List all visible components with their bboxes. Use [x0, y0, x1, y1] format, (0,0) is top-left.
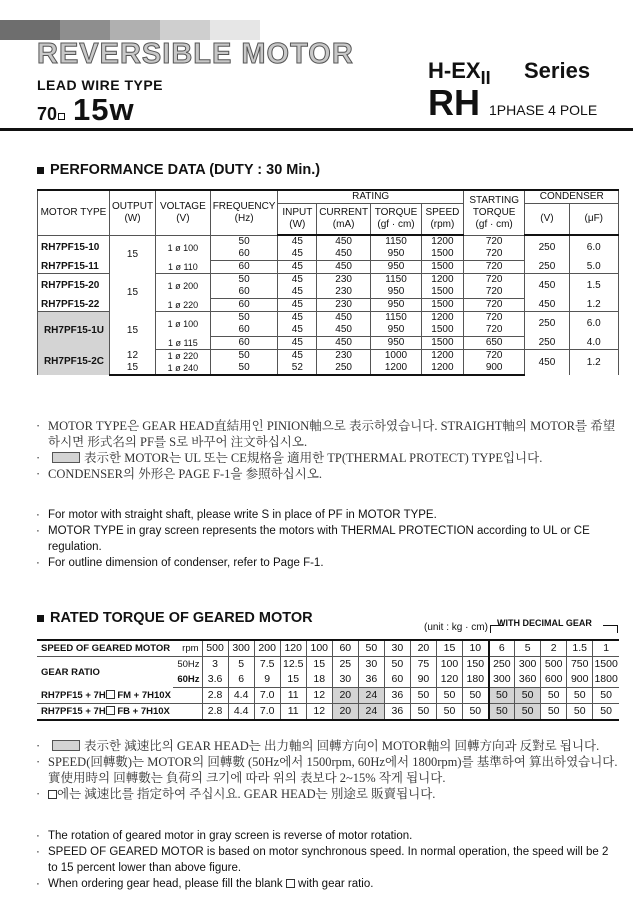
ratio-60-row: 60Hz 3.6 6 9 15 18 30 36 60 90 120 180 300 360 600 900 1800	[37, 672, 619, 688]
th-cond-v: (V)	[525, 204, 569, 236]
table-row: RH7PF15-1U 15 1 ø 100 50 45 450 1150 1200 720 250 6.0	[38, 312, 619, 325]
gray-screen-swatch	[52, 452, 80, 463]
gear-cell: 6	[228, 672, 254, 688]
table-row: RH7PF15-11 1 ø 110 60 45 450 950 1500 720 250 5.0	[38, 261, 619, 274]
table-row: 1 ø 115 60 45 450 950 1500 650 250 4.0	[38, 337, 619, 350]
gear-cell: 12	[306, 688, 332, 704]
gear-cell: 11	[280, 688, 306, 704]
gear-cell: 100	[436, 657, 462, 673]
gear-cell: 20	[332, 688, 358, 704]
gear-cell: 20	[332, 704, 358, 721]
gear-cell: 12.5	[280, 657, 306, 673]
performance-section-title: PERFORMANCE DATA (DUTY : 30 Min.)	[37, 162, 320, 178]
th-input: INPUT (W)	[278, 204, 317, 236]
size-line	[37, 92, 135, 128]
gear-cell: 50	[541, 704, 567, 721]
gear-cell: 900	[567, 672, 593, 688]
gear-cell: 300	[515, 657, 541, 673]
note-item: · MOTOR TYPE in gray screen represents the motors with THERMAL PROTECTION according to UL or CE regulation.	[36, 523, 621, 555]
gear-cell: 60	[332, 640, 358, 657]
gear-cell: 30	[358, 657, 384, 673]
blank-box-icon	[48, 790, 57, 799]
blank-box-icon	[286, 879, 295, 888]
note-item: · For motor with straight shaft, please write S in place of PF in MOTOR TYPE.	[36, 507, 621, 523]
table-row: RH7PF15-2C 12 1 ø 220 50 45 230 1000 1200 720 450 1.2	[38, 350, 619, 363]
gear-cell: 50	[384, 657, 410, 673]
gear-cell: 30	[332, 672, 358, 688]
gear-cell: 20	[410, 640, 436, 657]
gear-cell: 25	[332, 657, 358, 673]
gear-cell: 50	[593, 704, 619, 721]
gear-cell: 7.5	[254, 657, 280, 673]
gear-cell: 60	[384, 672, 410, 688]
gear-cell: 5	[228, 657, 254, 673]
bullet-square-icon	[37, 167, 44, 174]
table-row: RH7PF15-22 1 ø 220 60 45 230 950 1500 720 450 1.2	[38, 299, 619, 312]
unit-label: (unit : kg · cm)	[424, 622, 488, 633]
notes-korean-performance	[36, 418, 621, 482]
gear-cell: 10	[463, 640, 489, 657]
gear-cell: 75	[410, 657, 436, 673]
gear-cell: 5	[515, 640, 541, 657]
gear-cell: 600	[541, 672, 567, 688]
gear-cell: 120	[280, 640, 306, 657]
gear-cell: 1	[593, 640, 619, 657]
gear-cell: 300	[228, 640, 254, 657]
notes-english-gear	[36, 828, 621, 892]
th-rating: RATING	[278, 190, 463, 204]
gear-cell: 36	[358, 672, 384, 688]
page-title: REVERSIBLE MOTOR	[37, 38, 354, 70]
ratio-50-row: GEAR RATIO 50Hz 3 5 7.5 12.5 15 25 30 50 75 100 150 250 300 500 750 1500	[41, 658, 618, 678]
gear-cell: 50	[489, 688, 515, 704]
gear-cell: 4.4	[228, 688, 254, 704]
note-item: · For outline dimension of condenser, refer to Page F-1.	[36, 555, 621, 571]
rh-label: RH	[428, 82, 480, 123]
torque-row-fm: RH7PF15 + 7H FM + 7H10X 2.8 4.4 7.0 11 12 20 24 36 50 50 50 50 50 50 50 50	[37, 688, 619, 704]
gear-cell: 7.0	[254, 688, 280, 704]
th-condenser: CONDENSER	[525, 190, 619, 204]
gear-cell: 36	[384, 688, 410, 704]
series-label: Series	[524, 58, 591, 83]
gear-cell: 180	[463, 672, 489, 688]
gray-screen-swatch	[52, 740, 80, 751]
gear-cell: 300	[489, 672, 515, 688]
gear-cell: 30	[384, 640, 410, 657]
table-row: RH7PF15-10 15 1 ø 100 50 45 450 1150 1200 720 250 6.0	[38, 235, 619, 248]
gear-cell: 50	[436, 704, 462, 721]
roman-numeral: II	[480, 68, 491, 88]
lead-wire-type: LEAD WIRE TYPE	[37, 77, 164, 93]
table-row: 15 1 ø 240 50 52 250 1200 1200 900	[38, 362, 619, 375]
gear-cell: 360	[515, 672, 541, 688]
gear-cell: 50	[410, 688, 436, 704]
notes-korean-gear	[36, 738, 621, 802]
note-item: · 에는 減速比를 指定하여 주십시요. GEAR HEAD는 別途로 販賣됩니다.	[36, 786, 621, 802]
th-current: CURRENT (mA)	[317, 204, 371, 236]
gear-cell: 24	[358, 704, 384, 721]
note-item: · SPEED OF GEARED MOTOR is based on motor synchronous speed. In normal operation, the speed will be 2 to 15 percent lower than above figure.	[36, 844, 621, 876]
gear-cell: 50	[541, 688, 567, 704]
th-speed: SPEED (rpm)	[421, 204, 463, 236]
phase-label: 1PHASE 4 POLE	[489, 102, 598, 118]
gear-cell: 36	[384, 704, 410, 721]
gear-cell: 100	[306, 640, 332, 657]
square-icon	[58, 113, 65, 120]
blank-box-icon	[106, 706, 115, 715]
th-cond-uf: (μF)	[569, 204, 619, 236]
gear-cell: 250	[489, 657, 515, 673]
gear-cell: 50	[463, 704, 489, 721]
note-item: · When ordering gear head, please fill the blank with gear ratio.	[36, 876, 621, 892]
gear-cell: 500	[541, 657, 567, 673]
performance-table	[37, 189, 619, 376]
gear-cell: 15	[306, 657, 332, 673]
gear-cell: 500	[202, 640, 228, 657]
blank-box-icon	[106, 690, 115, 699]
gear-cell: 11	[280, 704, 306, 721]
gear-cell: 1500	[594, 658, 618, 670]
gear-cell: 3.6	[202, 672, 228, 688]
gear-cell: 1800	[593, 672, 619, 688]
gear-cell: 15	[280, 672, 306, 688]
gear-cell: 150	[463, 657, 489, 673]
table-row: 60 45 450 950 1500 720	[38, 324, 619, 337]
gear-cell: 750	[567, 657, 593, 673]
gear-section-title: RATED TORQUE OF GEARED MOTOR	[37, 610, 313, 626]
gear-cell: 50	[515, 688, 541, 704]
gear-cell: 12	[306, 704, 332, 721]
th-starting-torque: STARTING TORQUE (gf · cm)	[463, 190, 525, 235]
gear-cell: 7.0	[254, 704, 280, 721]
gear-cell: 4.4	[228, 704, 254, 721]
gear-cell: 50	[515, 704, 541, 721]
gear-cell: 15	[436, 640, 462, 657]
frame-size: 70	[37, 104, 58, 124]
gear-cell: 50	[489, 704, 515, 721]
gear-cell: 50	[358, 640, 384, 657]
gear-cell: 1.5	[567, 640, 593, 657]
notes-english-performance	[36, 507, 621, 571]
wattage: 15w	[73, 92, 135, 127]
gear-cell: 2	[541, 640, 567, 657]
table-row: RH7PF15-20 15 1 ø 200 50 45 230 1150 1200 720 450 1.5	[38, 274, 619, 287]
speed-row: SPEED OF GEARED MOTOR rpm 500 300 200 120 100 60 50 30 20 15 10 6 5 2 1.5 1	[37, 640, 619, 657]
note-item: · 表示한 MOTOR는 UL 또는 CE規格을 適用한 TP(THERMAL PROTECT) TYPE입니다.	[36, 450, 621, 466]
gear-cell: 50	[567, 704, 593, 721]
bullet-square-icon	[37, 615, 44, 622]
torque-row-fb: RH7PF15 + 7H FB + 7H10X 2.8 4.4 7.0 11 12 20 24 36 50 50 50 50 50 50 50 50	[37, 704, 619, 721]
note-item: · CONDENSER의 外形은 PAGE F-1을 参照하십시오.	[36, 466, 621, 482]
gear-cell: 6	[489, 640, 515, 657]
th-motor-type: MOTOR TYPE	[38, 190, 110, 235]
th-torque: TORQUE (gf · cm)	[371, 204, 422, 236]
table-row: 60 45 450 950 1500 720	[38, 248, 619, 261]
gear-cell: 200	[254, 640, 280, 657]
hex-label: $H-EX_{II}$	[428, 58, 491, 88]
gear-torque-table	[37, 639, 619, 721]
header-rule	[0, 128, 633, 131]
th-output: OUTPUT (W)	[109, 190, 155, 235]
gear-cell: 50	[463, 688, 489, 704]
gear-cell: 2.8	[202, 688, 228, 704]
table-row: 60 45 230 950 1500 720	[38, 286, 619, 299]
gear-cell: 2.8	[202, 704, 228, 721]
header-stripes	[0, 20, 260, 40]
th-voltage: VOLTAGE (V)	[156, 190, 211, 235]
gear-cell: 50	[436, 688, 462, 704]
note-item: · 表示한 減速比의 GEAR HEAD는 出力軸의 回轉方向이 MOTOR軸의 回轉方向과 反對로 됩니다.	[36, 738, 621, 754]
gear-cell: 9	[254, 672, 280, 688]
gear-cell: 50	[593, 688, 619, 704]
gear-cell: 90	[410, 672, 436, 688]
note-item: · The rotation of geared motor in gray screen is reverse of motor rotation.	[36, 828, 621, 844]
th-frequency: FREQUENCY (Hz)	[210, 190, 278, 235]
gear-cell: 24	[358, 688, 384, 704]
gear-cell: 3	[202, 657, 228, 673]
gear-cell: 18	[306, 672, 332, 688]
note-item: · MOTOR TYPE은 GEAR HEAD直結用인 PINION軸으로 表示하였습니다. STRAIGHT軸의 MOTOR를 希望하시면 形式名의 PF를 S로 바꾸어 注文하십시오.	[36, 418, 621, 450]
gear-cell: 50	[567, 688, 593, 704]
gear-cell: 50	[410, 704, 436, 721]
decimal-gear-label: WITH DECIMAL GEAR	[497, 618, 592, 628]
note-item: · SPEED(回轉數)는 MOTOR의 回轉數 (50Hz에서 1500rpm, 60Hz에서 1800rpm)를 基準하여 算出하였습니다. 實使用時의 回轉數는 負荷의 크기에 따라 위의 表보다 2~15% 작게 됩니다.	[36, 754, 621, 786]
gear-cell: 120	[436, 672, 462, 688]
